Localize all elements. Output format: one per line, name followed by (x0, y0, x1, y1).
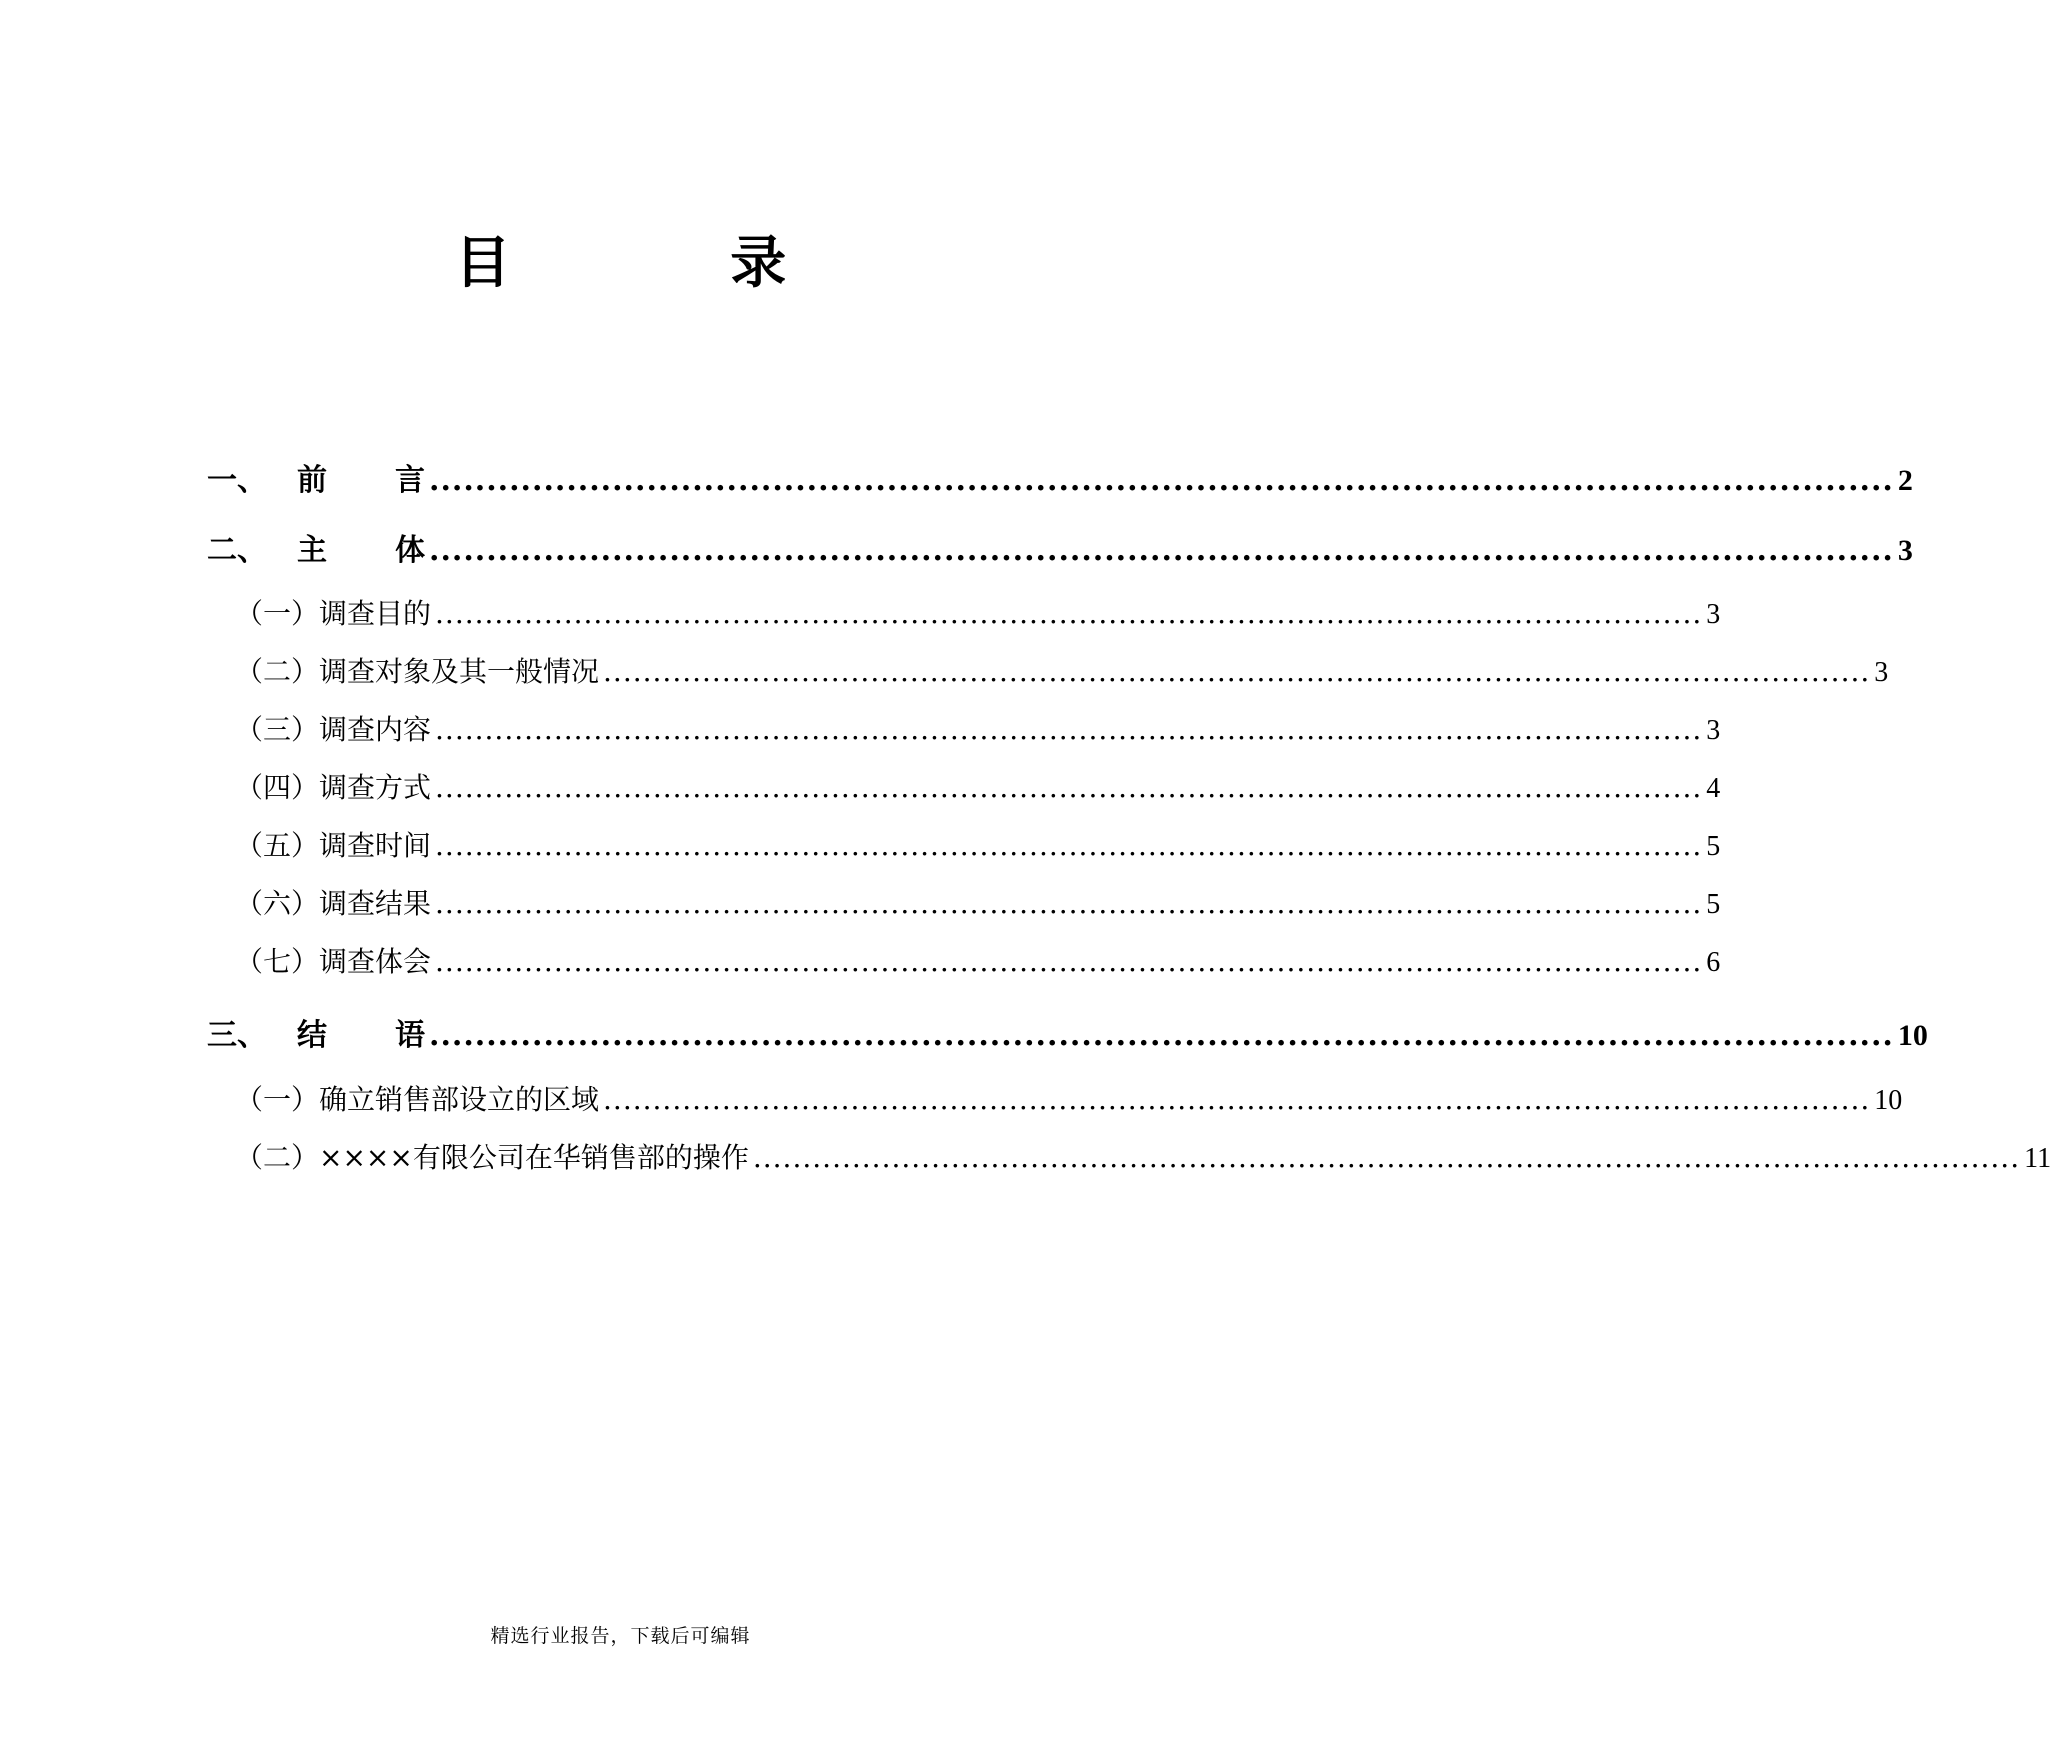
toc-entry-label: （四）调查方式 (235, 771, 432, 804)
toc-leader-dots: ................................................................................................................................ (435, 597, 1703, 630)
toc-leader-dots: ................................................................................................................................ (603, 1083, 1871, 1116)
toc-page-number: 10 (1874, 1085, 1903, 1116)
toc-entry-body[interactable] (207, 525, 1913, 569)
toc-page-number: 11 (2024, 1143, 2051, 1174)
toc-leader-dots: ................................................................................................................................ (429, 533, 1894, 568)
toc-entry-label: （七）调查体会 (235, 945, 432, 978)
toc-entry-sub[interactable] (235, 650, 1889, 690)
toc-entry-number: 二、 (207, 533, 267, 568)
toc-page-number: 5 (1706, 831, 1721, 862)
page-footer: 精选行业报告，下载后可编辑 (490, 1625, 751, 1647)
toc-page-number: 10 (1897, 1019, 1928, 1052)
toc-entry-label: （五）调查时间 (235, 829, 432, 862)
toc-entry-number: 一、 (207, 463, 267, 498)
toc-entry-sub[interactable] (235, 1078, 1903, 1118)
toc-entry-sub[interactable] (235, 940, 1721, 980)
toc-entry-label: 结语 (297, 1018, 425, 1053)
toc-entry-label: （一）确立销售部设立的区域 (235, 1083, 600, 1116)
toc-entry-number: 三、 (207, 1018, 267, 1053)
toc-page-number: 2 (1897, 464, 1913, 497)
toc-page-number: 3 (1706, 715, 1721, 746)
toc-entry-conclusion[interactable] (207, 1010, 1928, 1054)
page-title: 目 录 (454, 231, 887, 296)
toc-entry-sub[interactable] (235, 708, 1721, 748)
toc-page-number: 3 (1706, 599, 1721, 630)
toc-leader-dots: ................................................................................................................................ (429, 1018, 1894, 1053)
toc-entry-label: （三）调查内容 (235, 713, 432, 746)
toc-leader-dots: ................................................................................................................................ (435, 945, 1703, 978)
toc-entry-sub[interactable] (235, 882, 1721, 922)
toc-entry-preface[interactable] (207, 455, 1913, 499)
toc-page-number: 3 (1874, 657, 1889, 688)
toc-leader-dots: ................................................................................................................................ (429, 463, 1894, 498)
toc-page-number: 4 (1706, 773, 1721, 804)
toc-entry-label: （二）××××有限公司在华销售部的操作 (235, 1141, 749, 1174)
toc-entry-label: 主体 (297, 533, 425, 568)
toc-leader-dots: ................................................................................................................................ (435, 829, 1703, 862)
toc-leader-dots: ................................................................................................................................ (435, 771, 1703, 804)
toc-leader-dots: ................................................................................................................................ (752, 1141, 2021, 1174)
toc-entry-label: 前言 (297, 463, 425, 498)
toc-leader-dots: ................................................................................................................................ (435, 713, 1703, 746)
toc-leader-dots: ................................................................................................................................ (435, 887, 1703, 920)
toc-entry-label: （二）调查对象及其一般情况 (235, 655, 600, 688)
toc-page-number: 3 (1897, 534, 1913, 567)
toc-page-number: 5 (1706, 889, 1721, 920)
toc-entry-sub[interactable] (235, 592, 1721, 632)
toc-leader-dots: ................................................................................................................................ (603, 655, 1871, 688)
toc-entry-sub[interactable] (235, 824, 1721, 864)
toc-entry-label: （六）调查结果 (235, 887, 432, 920)
toc-entry-label: （一）调查目的 (235, 597, 432, 630)
toc-entry-sub[interactable] (235, 1136, 2051, 1176)
toc-entry-sub[interactable] (235, 766, 1721, 806)
toc-page-number: 6 (1706, 947, 1721, 978)
